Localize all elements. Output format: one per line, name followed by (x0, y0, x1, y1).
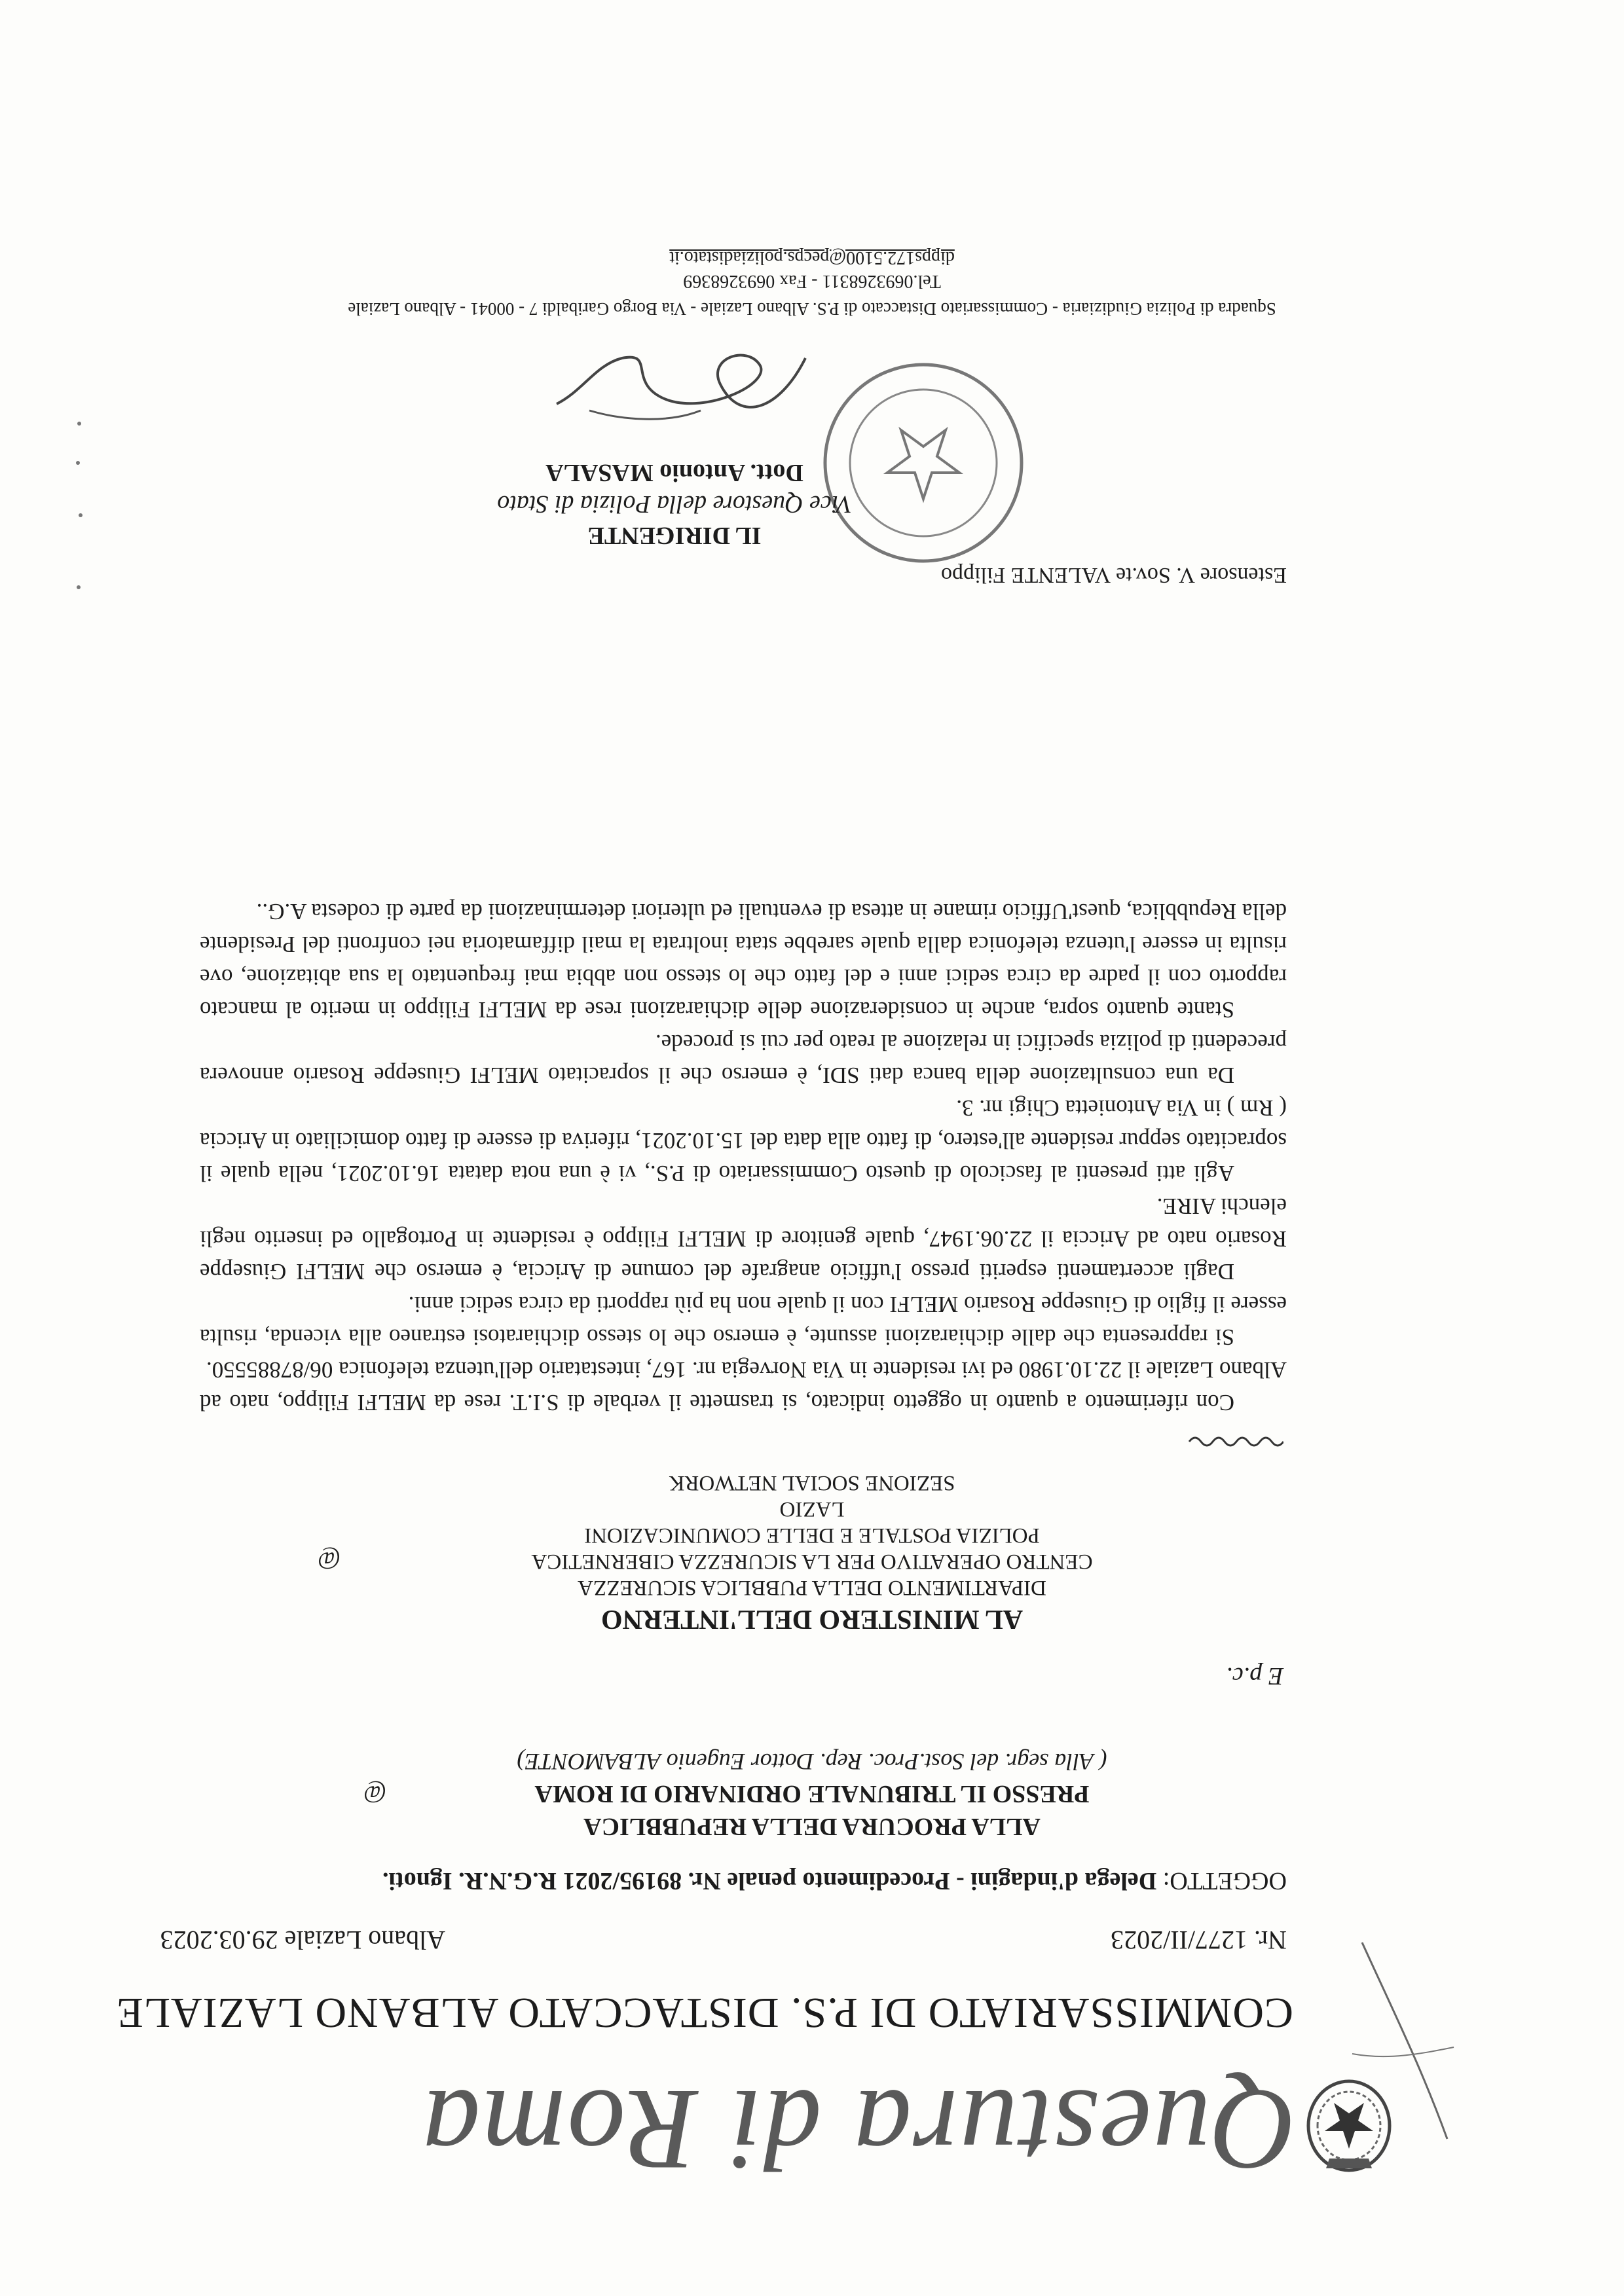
signatory-rank: Vice Questore della Polizia di Stato (497, 490, 852, 518)
scan-specks (69, 417, 88, 594)
protocol-number: Nr. 1277/II/2023 (1111, 1925, 1287, 1955)
body-paragraph: Si rappresenta che dalle dichiarazioni assunte, è emerso che lo stesso dichiaratosi estraneo alla vicenda, risulta essere il figlio di Giuseppe Rosario MELFI con il quale non ha più rapporti da circa sedici anni. (200, 1292, 1287, 1350)
signatory-role: IL DIRIGENTE (587, 522, 762, 549)
handwritten-signature (544, 332, 819, 437)
questura-title: Questura di Roma (420, 2066, 1297, 2195)
recipient-line: ( Alla segr. del Sost.Proc. Rep. Dottor Eugenio ALBAMONTE) (517, 1749, 1107, 1775)
subject-label: OGGETTO: (1162, 1867, 1287, 1895)
republic-emblem (1300, 2077, 1398, 2181)
wavy-separator (1185, 1432, 1283, 1451)
recipient-line: PRESSO IL TRIBUNALE ORDINARIO DI ROMA (534, 1780, 1090, 1808)
body-paragraph: Da una consultazione della banca dati SDI, è emerso che il sopracitato MELFI Giuseppe Rosario annovera precedenti di polizia specifici in relazione al reato per cui si procede. (200, 1030, 1287, 1088)
cc-recipient-line: CENTRO OPERATIVO PER LA SICUREZZA CIBERNETICA (531, 1550, 1093, 1573)
body-paragraph: Con riferimento a quanto in oggetto indicato, si trasmette il verbale di S.I.T. rese da MELFI Filippo, nato ad Albano Laziale il 22.10.1980 ed ivi residente in Via Norvegia nr. 167, intestatario dell'utenza telefonica 06/87885550. (200, 1357, 1287, 1415)
at-symbol: @ (318, 1546, 341, 1574)
footer-phone: Tel.0693268311 - Fax 0693268369 (683, 271, 941, 291)
drafter-line: Estensore V. Sov.te VALENTE Filippo (941, 563, 1287, 587)
place-date: Albano Laziale 29.03.2023 (160, 1925, 445, 1955)
cc-label: E p.c. (1226, 1662, 1283, 1690)
signature-block (380, 457, 969, 551)
cc-recipient-line: LAZIO (779, 1497, 845, 1521)
cc-recipient-line: AL MINISTERO DELL'INTERNO (600, 1604, 1024, 1634)
footer-email: dipps172.5100@pecps.poliziadistato.it (669, 247, 955, 268)
body-paragraph: Stante quanto sopra, anche in considerazione delle dichiarazioni rese da MELFI Filippo in merito al mancato rapporto con il padre da circa sedici anni e del fatto che lo stesso non abbia mai frequentato la sua abitazione, ove risulta in essere l'utenza telefonica dalla quale sarebbe stata inoltrata la mail diffamatoria nei confronti del Presidente della Repubblica, quest'Ufficio rimane in attesa di eventuali ed ulteriori determinazioni da parte di codesta A.G.. (200, 899, 1287, 1023)
cc-recipient-line: SEZIONE SOCIAL NETWORK (669, 1471, 955, 1495)
body-paragraph: Dagli accertamenti esperiti presso l'ufficio anagrafe del comune di Ariccia, è emerso che MELFI Giuseppe Rosario nato ad Ariccia il 22.06.1947, quale genitore di MELFI Filippo è residente in Portogallo ed inserito negli elenchi AIRE. (200, 1194, 1287, 1285)
subject-line (382, 1867, 1287, 1895)
footer-address: Squadra di Polizia Giudiziaria - Commissariato Distaccato di P.S. Albano Laziale - Via Borgo Garibaldi 7 - 00041 - Albano Laziale (348, 299, 1276, 319)
office-name: COMMISSARIATO DI P.S. DISTACCATO ALBANO LAZIALE (116, 1989, 1293, 2037)
at-symbol: @ (363, 1780, 386, 1808)
signatory-name: Dott. Antonio MASALA (545, 459, 803, 486)
subject-text: Delega d'indagini - Procedimento penale Nr. 89195/2021 R.G.N.R. Ignoti. (382, 1867, 1157, 1895)
recipient-line: ALLA PROCURA DELLA REPUBBLICA (583, 1813, 1041, 1840)
body-paragraph: Agli atti presenti al fascicolo di questo Commissariato di P.S., vi è una nota datata 16.10.2021, nella quale il sopracitato seppur residente all'estero, di fatto alla data del 15.10.2021, riferiva di essere di fatto domiciliato in Ariccia ( Rm ) in Via Antonietta Chigi nr. 3. (200, 1095, 1287, 1186)
cc-recipient-line: DIPARTIMENTO DELLA PUBBLICA SICUREZZA (578, 1576, 1046, 1599)
cc-recipient-line: POLIZIA POSTALE E DELLE COMUNICAZIONI (584, 1523, 1040, 1547)
letter-body (200, 895, 1287, 1419)
